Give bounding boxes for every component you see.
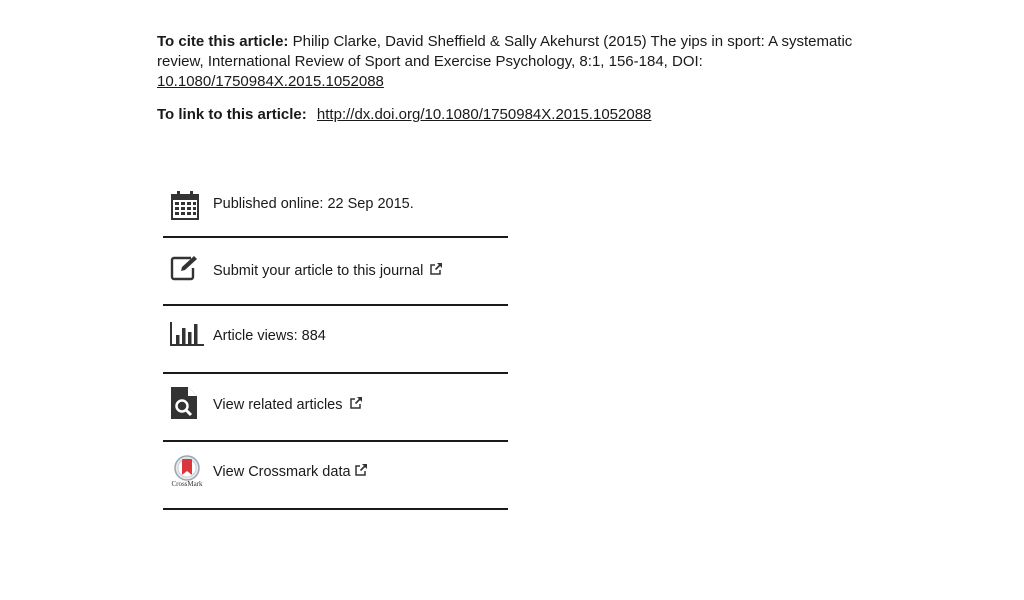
crossmark-label: View Crossmark data [213, 464, 351, 480]
citation-doi-link[interactable]: 10.1080/1750984X.2015.1052088 [157, 73, 384, 90]
crossmark-row[interactable] [163, 442, 508, 510]
submit-article-label: Submit your article to this journal [213, 263, 424, 279]
bar-chart-icon [169, 320, 205, 353]
crossmark-link[interactable] [213, 463, 368, 482]
edit-icon [169, 254, 201, 287]
crossmark-badge-text: CrossMark [171, 480, 203, 488]
published-date: Published online: 22 Sep 2015. [213, 196, 414, 212]
external-link-icon [349, 396, 363, 415]
article-link [157, 105, 857, 125]
article-actions [163, 170, 508, 510]
external-link-icon [429, 262, 443, 281]
related-articles-row[interactable] [163, 374, 508, 442]
citation-text: Philip Clarke, David Sheffield & Sally Akehurst (2015) The yips in sport: A systematic review, International Review of Sport and Exercise Psychology, 8:1, 156-184, DOI: [157, 33, 853, 70]
article-views: Article views: 884 [213, 328, 326, 344]
published-row [163, 170, 508, 238]
submit-article-row[interactable] [163, 238, 508, 306]
related-articles-link[interactable] [213, 396, 363, 415]
article-link-label: To link to this article: [157, 106, 307, 123]
calendar-icon [169, 189, 201, 226]
submit-article-link[interactable] [213, 262, 443, 281]
crossmark-icon [170, 454, 204, 495]
external-link-icon [354, 463, 368, 482]
citation [157, 32, 857, 92]
article-url-link[interactable]: http://dx.doi.org/10.1080/1750984X.2015.1052088 [316, 106, 652, 123]
search-document-icon [169, 386, 199, 425]
related-articles-label: View related articles [213, 397, 343, 413]
article-views-row [163, 306, 508, 374]
citation-label: To cite this article: [157, 33, 289, 50]
